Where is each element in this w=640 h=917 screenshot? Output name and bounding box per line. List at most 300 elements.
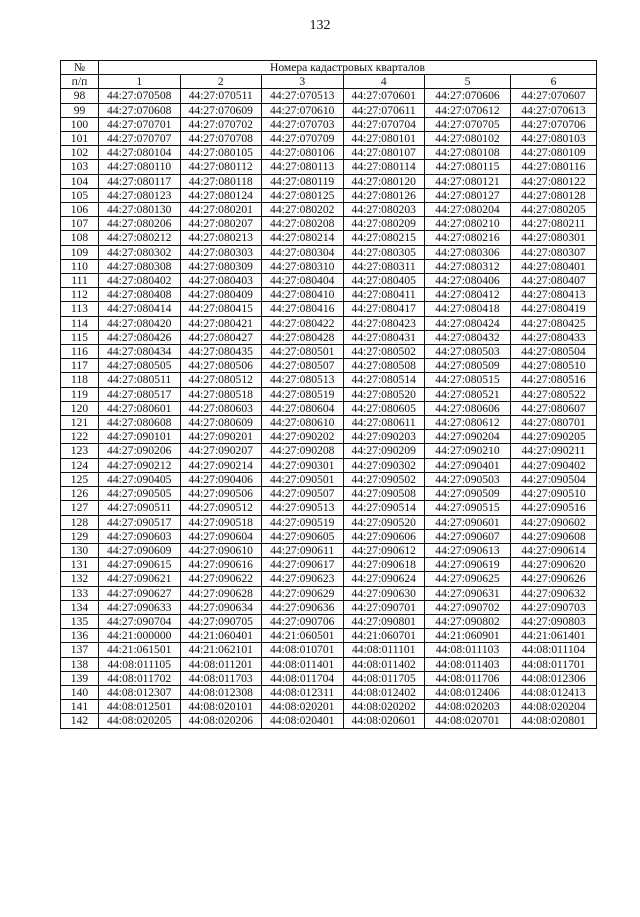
header-column-1: 1	[99, 75, 181, 89]
row-number: 122	[61, 430, 99, 444]
cadastral-number-cell: 44:27:080432	[425, 330, 511, 344]
cadastral-number-cell: 44:27:090628	[180, 586, 262, 600]
row-number: 116	[61, 345, 99, 359]
cadastral-number-cell: 44:27:090615	[99, 558, 181, 572]
row-number: 140	[61, 685, 99, 699]
cadastral-number-cell: 44:27:080414	[99, 302, 181, 316]
table-row	[61, 203, 597, 217]
cadastral-number-cell: 44:27:080422	[262, 316, 344, 330]
cadastral-number-cell: 44:21:060901	[425, 629, 511, 643]
cadastral-number-cell: 44:27:080411	[343, 288, 425, 302]
cadastral-number-cell: 44:27:080312	[425, 259, 511, 273]
cadastral-number-cell: 44:27:090630	[343, 586, 425, 600]
cadastral-number-cell: 44:27:070511	[180, 89, 262, 103]
cadastral-number-cell: 44:27:070610	[262, 103, 344, 117]
cadastral-number-cell: 44:27:080303	[180, 245, 262, 259]
row-number: 135	[61, 614, 99, 628]
cadastral-number-cell: 44:27:090613	[425, 543, 511, 557]
table-row	[61, 586, 597, 600]
table-row	[61, 614, 597, 628]
cadastral-number-cell: 44:08:011705	[343, 671, 425, 685]
cadastral-number-cell: 44:27:090705	[180, 614, 262, 628]
cadastral-number-cell: 44:27:080121	[425, 174, 511, 188]
cadastral-number-cell: 44:27:090513	[262, 501, 344, 515]
cadastral-number-cell: 44:27:070703	[262, 117, 344, 131]
table-row	[61, 345, 597, 359]
row-number: 109	[61, 245, 99, 259]
cadastral-number-cell: 44:27:080428	[262, 330, 344, 344]
cadastral-number-cell: 44:21:060401	[180, 629, 262, 643]
cadastral-number-cell: 44:27:070704	[343, 117, 425, 131]
row-number: 110	[61, 259, 99, 273]
cadastral-number-cell: 44:21:061501	[99, 643, 181, 657]
cadastral-number-cell: 44:27:080417	[343, 302, 425, 316]
cadastral-number-cell: 44:27:080105	[180, 146, 262, 160]
cadastral-number-cell: 44:27:090516	[511, 501, 597, 515]
row-number: 108	[61, 231, 99, 245]
table-row	[61, 259, 597, 273]
cadastral-number-cell: 44:27:090601	[425, 515, 511, 529]
cadastral-number-cell: 44:27:080123	[99, 188, 181, 202]
cadastral-number-cell: 44:27:090636	[262, 600, 344, 614]
cadastral-number-cell: 44:27:080416	[262, 302, 344, 316]
table-row	[61, 330, 597, 344]
cadastral-number-cell: 44:27:080610	[262, 416, 344, 430]
cadastral-number-cell: 44:27:080407	[511, 274, 597, 288]
cadastral-number-cell: 44:08:020601	[343, 714, 425, 728]
cadastral-number-cell: 44:21:060701	[343, 629, 425, 643]
cadastral-number-cell: 44:27:080213	[180, 231, 262, 245]
cadastral-number-cell: 44:21:062101	[180, 643, 262, 657]
cadastral-number-cell: 44:27:080608	[99, 416, 181, 430]
cadastral-number-cell: 44:27:090627	[99, 586, 181, 600]
cadastral-number-cell: 44:27:070701	[99, 117, 181, 131]
cadastral-number-cell: 44:27:080204	[425, 203, 511, 217]
cadastral-number-cell: 44:27:080502	[343, 345, 425, 359]
cadastral-number-cell: 44:27:090609	[99, 543, 181, 557]
row-number: 136	[61, 629, 99, 643]
cadastral-number-cell: 44:27:080517	[99, 387, 181, 401]
header-column-5: 5	[425, 75, 511, 89]
cadastral-number-cell: 44:27:090506	[180, 487, 262, 501]
row-number: 142	[61, 714, 99, 728]
cadastral-number-cell: 44:27:080119	[262, 174, 344, 188]
cadastral-number-cell: 44:27:080402	[99, 274, 181, 288]
cadastral-number-cell: 44:08:020101	[180, 700, 262, 714]
cadastral-number-cell: 44:27:080607	[511, 401, 597, 415]
cadastral-number-cell: 44:27:070705	[425, 117, 511, 131]
cadastral-number-cell: 44:27:080103	[511, 132, 597, 146]
cadastral-number-cell: 44:27:080408	[99, 288, 181, 302]
cadastral-number-cell: 44:27:090212	[99, 458, 181, 472]
cadastral-number-cell: 44:27:080606	[425, 401, 511, 415]
cadastral-number-cell: 44:27:080504	[511, 345, 597, 359]
cadastral-number-cell: 44:27:090602	[511, 515, 597, 529]
row-number: 102	[61, 146, 99, 160]
table-row	[61, 444, 597, 458]
cadastral-number-cell: 44:08:020201	[262, 700, 344, 714]
cadastral-number-cell: 44:08:020205	[99, 714, 181, 728]
cadastral-number-cell: 44:27:080102	[425, 132, 511, 146]
row-number: 139	[61, 671, 99, 685]
cadastral-number-cell: 44:27:080603	[180, 401, 262, 415]
cadastral-number-cell: 44:27:090520	[343, 515, 425, 529]
cadastral-number-cell: 44:08:011201	[180, 657, 262, 671]
cadastral-number-cell: 44:27:090633	[99, 600, 181, 614]
cadastral-number-cell: 44:27:080403	[180, 274, 262, 288]
cadastral-number-cell: 44:27:080509	[425, 359, 511, 373]
cadastral-number-cell: 44:27:080611	[343, 416, 425, 430]
cadastral-number-cell: 44:08:011103	[425, 643, 511, 657]
cadastral-number-cell: 44:27:080112	[180, 160, 262, 174]
cadastral-number-cell: 44:27:090606	[343, 529, 425, 543]
cadastral-number-cell: 44:27:090405	[99, 472, 181, 486]
cadastral-number-cell: 44:27:080114	[343, 160, 425, 174]
cadastral-number-cell: 44:08:012406	[425, 685, 511, 699]
cadastral-number-cell: 44:27:090632	[511, 586, 597, 600]
cadastral-number-cell: 44:08:011105	[99, 657, 181, 671]
cadastral-number-cell: 44:27:080104	[99, 146, 181, 160]
cadastral-number-cell: 44:27:090209	[343, 444, 425, 458]
cadastral-number-cell: 44:27:080305	[343, 245, 425, 259]
cadastral-number-cell: 44:27:070708	[180, 132, 262, 146]
cadastral-number-cell: 44:27:080609	[180, 416, 262, 430]
cadastral-number-cell: 44:27:090801	[343, 614, 425, 628]
cadastral-number-cell: 44:27:090624	[343, 572, 425, 586]
cadastral-number-cell: 44:27:080415	[180, 302, 262, 316]
row-number: 134	[61, 600, 99, 614]
cadastral-number-cell: 44:27:090701	[343, 600, 425, 614]
table-row	[61, 685, 597, 699]
cadastral-number-cell: 44:27:090511	[99, 501, 181, 515]
cadastral-number-cell: 44:27:090214	[180, 458, 262, 472]
cadastral-number-cell: 44:27:090704	[99, 614, 181, 628]
cadastral-number-cell: 44:08:011704	[262, 671, 344, 685]
row-number: 98	[61, 89, 99, 103]
cadastral-number-cell: 44:27:080510	[511, 359, 597, 373]
cadastral-number-cell: 44:27:090201	[180, 430, 262, 444]
cadastral-number-cell: 44:27:090621	[99, 572, 181, 586]
table-row	[61, 373, 597, 387]
cadastral-number-cell: 44:27:080410	[262, 288, 344, 302]
cadastral-number-cell: 44:27:080426	[99, 330, 181, 344]
table-row	[61, 387, 597, 401]
row-number: 125	[61, 472, 99, 486]
cadastral-number-cell: 44:27:080124	[180, 188, 262, 202]
cadastral-number-cell: 44:27:080118	[180, 174, 262, 188]
cadastral-number-cell: 44:27:080207	[180, 217, 262, 231]
cadastral-number-cell: 44:27:080413	[511, 288, 597, 302]
cadastral-number-cell: 44:27:080605	[343, 401, 425, 415]
cadastral-number-cell: 44:27:080522	[511, 387, 597, 401]
cadastral-number-cell: 44:27:080117	[99, 174, 181, 188]
table-row	[61, 117, 597, 131]
cadastral-number-cell: 44:21:000000	[99, 629, 181, 643]
cadastral-number-cell: 44:27:090206	[99, 444, 181, 458]
cadastral-number-cell: 44:27:080308	[99, 259, 181, 273]
cadastral-number-cell: 44:27:090515	[425, 501, 511, 515]
cadastral-number-cell: 44:08:011701	[511, 657, 597, 671]
cadastral-number-cell: 44:27:080209	[343, 217, 425, 231]
cadastral-number-cell: 44:27:080309	[180, 259, 262, 273]
cadastral-number-cell: 44:27:090401	[425, 458, 511, 472]
cadastral-number-cell: 44:27:080109	[511, 146, 597, 160]
cadastral-number-cell: 44:27:080434	[99, 345, 181, 359]
row-number: 137	[61, 643, 99, 657]
cadastral-number-cell: 44:27:090623	[262, 572, 344, 586]
cadastral-quarters-table	[60, 60, 597, 729]
table-row	[61, 430, 597, 444]
cadastral-number-cell: 44:27:090620	[511, 558, 597, 572]
cadastral-number-cell: 44:27:090625	[425, 572, 511, 586]
cadastral-number-cell: 44:27:080601	[99, 401, 181, 415]
cadastral-number-cell: 44:08:011402	[343, 657, 425, 671]
cadastral-number-cell: 44:27:090703	[511, 600, 597, 614]
cadastral-number-cell: 44:27:080511	[99, 373, 181, 387]
table-row	[61, 472, 597, 486]
cadastral-number-cell: 44:27:080405	[343, 274, 425, 288]
cadastral-number-cell: 44:27:080212	[99, 231, 181, 245]
cadastral-number-cell: 44:27:080701	[511, 416, 597, 430]
table-row	[61, 501, 597, 515]
row-number: 104	[61, 174, 99, 188]
row-number: 133	[61, 586, 99, 600]
cadastral-number-cell: 44:27:090202	[262, 430, 344, 444]
table-row	[61, 714, 597, 728]
cadastral-number-cell: 44:27:070608	[99, 103, 181, 117]
cadastral-number-cell: 44:27:090507	[262, 487, 344, 501]
row-number: 106	[61, 203, 99, 217]
cadastral-number-cell: 44:27:080518	[180, 387, 262, 401]
cadastral-number-cell: 44:27:080519	[262, 387, 344, 401]
cadastral-number-cell: 44:21:061401	[511, 629, 597, 643]
cadastral-number-cell: 44:27:080214	[262, 231, 344, 245]
header-column-2: 2	[180, 75, 262, 89]
table-row	[61, 316, 597, 330]
table-row	[61, 132, 597, 146]
cadastral-number-cell: 44:27:080423	[343, 316, 425, 330]
cadastral-number-cell: 44:27:080612	[425, 416, 511, 430]
cadastral-number-cell: 44:27:080433	[511, 330, 597, 344]
table-row	[61, 543, 597, 557]
cadastral-number-cell: 44:27:080401	[511, 259, 597, 273]
cadastral-number-cell: 44:27:090611	[262, 543, 344, 557]
cadastral-number-cell: 44:27:090204	[425, 430, 511, 444]
table-row	[61, 146, 597, 160]
cadastral-number-cell: 44:27:090504	[511, 472, 597, 486]
cadastral-number-cell: 44:27:080406	[425, 274, 511, 288]
cadastral-number-cell: 44:27:090207	[180, 444, 262, 458]
table-header-row	[61, 61, 597, 75]
cadastral-number-cell: 44:27:080301	[511, 231, 597, 245]
cadastral-number-cell: 44:08:012501	[99, 700, 181, 714]
cadastral-number-cell: 44:27:070606	[425, 89, 511, 103]
table-row	[61, 274, 597, 288]
cadastral-number-cell: 44:27:080215	[343, 231, 425, 245]
cadastral-number-cell: 44:08:012306	[511, 671, 597, 685]
row-number: 129	[61, 529, 99, 543]
cadastral-number-cell: 44:08:020203	[425, 700, 511, 714]
cadastral-number-cell: 44:27:080427	[180, 330, 262, 344]
cadastral-number-cell: 44:27:080505	[99, 359, 181, 373]
cadastral-number-cell: 44:27:090203	[343, 430, 425, 444]
row-number: 124	[61, 458, 99, 472]
cadastral-number-cell: 44:27:090402	[511, 458, 597, 472]
cadastral-number-cell: 44:27:090617	[262, 558, 344, 572]
cadastral-number-cell: 44:27:080203	[343, 203, 425, 217]
cadastral-number-cell: 44:27:080512	[180, 373, 262, 387]
table-row	[61, 458, 597, 472]
cadastral-number-cell: 44:08:011706	[425, 671, 511, 685]
table-row	[61, 487, 597, 501]
cadastral-number-cell: 44:27:090210	[425, 444, 511, 458]
cadastral-number-cell: 44:27:080311	[343, 259, 425, 273]
cadastral-number-cell: 44:08:020701	[425, 714, 511, 728]
cadastral-number-cell: 44:27:090510	[511, 487, 597, 501]
cadastral-number-cell: 44:27:080116	[511, 160, 597, 174]
cadastral-number-cell: 44:27:070706	[511, 117, 597, 131]
cadastral-number-cell: 44:08:020801	[511, 714, 597, 728]
cadastral-number-cell: 44:08:020202	[343, 700, 425, 714]
cadastral-number-cell: 44:27:080412	[425, 288, 511, 302]
table-row	[61, 174, 597, 188]
header-num-top: №	[61, 61, 99, 75]
cadastral-number-cell: 44:27:080126	[343, 188, 425, 202]
cadastral-number-cell: 44:08:020401	[262, 714, 344, 728]
header-group-title: Номера кадастровых кварталов	[99, 61, 597, 75]
cadastral-number-cell: 44:27:090626	[511, 572, 597, 586]
cadastral-number-cell: 44:27:090301	[262, 458, 344, 472]
cadastral-number-cell: 44:27:080202	[262, 203, 344, 217]
row-number: 100	[61, 117, 99, 131]
cadastral-number-cell: 44:27:070702	[180, 117, 262, 131]
row-number: 138	[61, 657, 99, 671]
cadastral-number-cell: 44:27:080435	[180, 345, 262, 359]
row-number: 117	[61, 359, 99, 373]
cadastral-number-cell: 44:08:011403	[425, 657, 511, 671]
cadastral-number-cell: 44:27:080130	[99, 203, 181, 217]
cadastral-number-cell: 44:27:070609	[180, 103, 262, 117]
cadastral-number-cell: 44:27:080507	[262, 359, 344, 373]
header-column-3: 3	[262, 75, 344, 89]
cadastral-number-cell: 44:27:080206	[99, 217, 181, 231]
row-number: 105	[61, 188, 99, 202]
cadastral-number-cell: 44:08:012308	[180, 685, 262, 699]
row-number: 115	[61, 330, 99, 344]
table-row	[61, 188, 597, 202]
cadastral-number-cell: 44:27:080127	[425, 188, 511, 202]
cadastral-number-cell: 44:27:080501	[262, 345, 344, 359]
cadastral-number-cell: 44:27:080110	[99, 160, 181, 174]
cadastral-number-cell: 44:27:080208	[262, 217, 344, 231]
table-row	[61, 629, 597, 643]
table-row	[61, 359, 597, 373]
cadastral-number-cell: 44:27:080418	[425, 302, 511, 316]
cadastral-number-cell: 44:27:090509	[425, 487, 511, 501]
row-number: 113	[61, 302, 99, 316]
table-row	[61, 103, 597, 117]
header-column-6: 6	[511, 75, 597, 89]
cadastral-number-cell: 44:08:011703	[180, 671, 262, 685]
cadastral-number-cell: 44:27:080515	[425, 373, 511, 387]
cadastral-number-cell: 44:08:012307	[99, 685, 181, 699]
cadastral-number-cell: 44:27:090518	[180, 515, 262, 529]
row-number: 126	[61, 487, 99, 501]
cadastral-number-cell: 44:27:080520	[343, 387, 425, 401]
table-row	[61, 288, 597, 302]
row-number: 132	[61, 572, 99, 586]
cadastral-number-cell: 44:27:080604	[262, 401, 344, 415]
cadastral-number-cell: 44:27:090802	[425, 614, 511, 628]
cadastral-number-cell: 44:08:012311	[262, 685, 344, 699]
header-num-bottom: п/п	[61, 75, 99, 89]
cadastral-number-cell: 44:27:090702	[425, 600, 511, 614]
page-number: 132	[309, 18, 331, 33]
cadastral-number-cell: 44:27:090631	[425, 586, 511, 600]
cadastral-number-cell: 44:27:080304	[262, 245, 344, 259]
cadastral-number-cell: 44:27:090514	[343, 501, 425, 515]
cadastral-number-cell: 44:27:090502	[343, 472, 425, 486]
cadastral-number-cell: 44:27:070709	[262, 132, 344, 146]
cadastral-number-cell: 44:27:090618	[343, 558, 425, 572]
row-number: 123	[61, 444, 99, 458]
row-number: 99	[61, 103, 99, 117]
cadastral-number-cell: 44:27:080122	[511, 174, 597, 188]
cadastral-number-cell: 44:27:090608	[511, 529, 597, 543]
cadastral-number-cell: 44:27:070707	[99, 132, 181, 146]
cadastral-number-cell: 44:27:090503	[425, 472, 511, 486]
cadastral-number-cell: 44:27:090101	[99, 430, 181, 444]
table-row	[61, 643, 597, 657]
table-row	[61, 217, 597, 231]
cadastral-number-cell: 44:08:011101	[343, 643, 425, 657]
cadastral-number-cell: 44:27:080516	[511, 373, 597, 387]
cadastral-number-cell: 44:27:090211	[511, 444, 597, 458]
cadastral-number-cell: 44:27:090512	[180, 501, 262, 515]
cadastral-number-cell: 44:27:090505	[99, 487, 181, 501]
row-number: 119	[61, 387, 99, 401]
table-row	[61, 160, 597, 174]
cadastral-number-cell: 44:27:080506	[180, 359, 262, 373]
cadastral-number-cell: 44:27:090629	[262, 586, 344, 600]
cadastral-number-cell: 44:27:080513	[262, 373, 344, 387]
cadastral-number-cell: 44:08:020206	[180, 714, 262, 728]
cadastral-number-cell: 44:27:080120	[343, 174, 425, 188]
table-row	[61, 572, 597, 586]
cadastral-number-cell: 44:27:090610	[180, 543, 262, 557]
table-row	[61, 245, 597, 259]
cadastral-number-cell: 44:27:080205	[511, 203, 597, 217]
cadastral-number-cell: 44:27:090205	[511, 430, 597, 444]
row-number: 121	[61, 416, 99, 430]
cadastral-number-cell: 44:27:080306	[425, 245, 511, 259]
cadastral-number-cell: 44:27:070508	[99, 89, 181, 103]
cadastral-number-cell: 44:27:080216	[425, 231, 511, 245]
cadastral-number-cell: 44:08:020204	[511, 700, 597, 714]
cadastral-number-cell: 44:27:080424	[425, 316, 511, 330]
table-row	[61, 231, 597, 245]
row-number: 120	[61, 401, 99, 415]
row-number: 112	[61, 288, 99, 302]
table-row	[61, 558, 597, 572]
cadastral-number-cell: 44:08:012413	[511, 685, 597, 699]
cadastral-number-cell: 44:27:080302	[99, 245, 181, 259]
row-number: 127	[61, 501, 99, 515]
cadastral-number-cell: 44:27:080310	[262, 259, 344, 273]
row-number: 128	[61, 515, 99, 529]
cadastral-number-cell: 44:27:080431	[343, 330, 425, 344]
cadastral-number-cell: 44:27:080409	[180, 288, 262, 302]
